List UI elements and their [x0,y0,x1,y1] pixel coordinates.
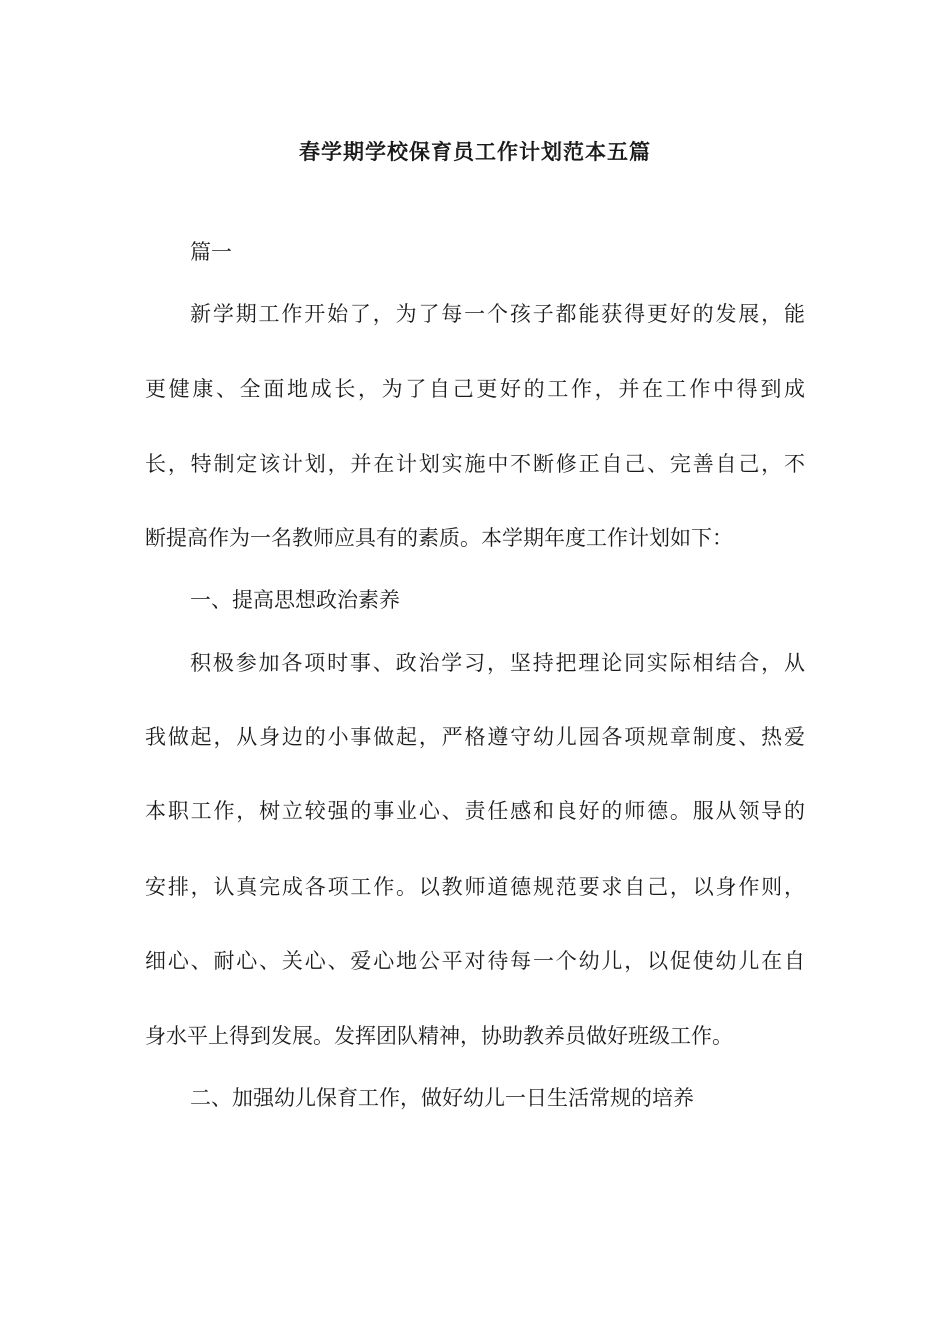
paragraph-line: 积极参加各项时事、政治学习，坚持把理论同实际相结合，从 [190,651,805,675]
section-heading: 一、提高思想政治素养 [190,588,400,612]
paragraph-line: 细心、耐心、关心、爱心地公平对待每一个幼儿，以促使幼儿在自 [145,949,805,973]
paragraph-line: 本职工作，树立较强的事业心、责任感和良好的师德。服从领导的 [145,799,805,823]
section-heading: 二、加强幼儿保育工作，做好幼儿一日生活常规的培养 [190,1086,694,1110]
paragraph-line: 安排，认真完成各项工作。以教师道德规范要求自己，以身作则， [145,875,805,899]
paragraph-line: 我做起，从身边的小事做起，严格遵守幼儿园各项规章制度、热爱 [145,725,805,749]
intro-line: 更健康、全面地成长，为了自己更好的工作，并在工作中得到成 [145,377,805,401]
section-label: 篇一 [190,240,232,264]
intro-line: 断提高作为一名教师应具有的素质。本学期年度工作计划如下： [145,526,733,550]
intro-line: 长，特制定该计划，并在计划实施中不断修正自己、完善自己，不 [145,452,805,476]
intro-line: 新学期工作开始了，为了每一个孩子都能获得更好的发展，能 [190,302,805,326]
paragraph-line: 身水平上得到发展。发挥团队精神，协助教养员做好班级工作。 [145,1024,733,1048]
document-title: 春学期学校保育员工作计划范本五篇 [299,139,651,164]
